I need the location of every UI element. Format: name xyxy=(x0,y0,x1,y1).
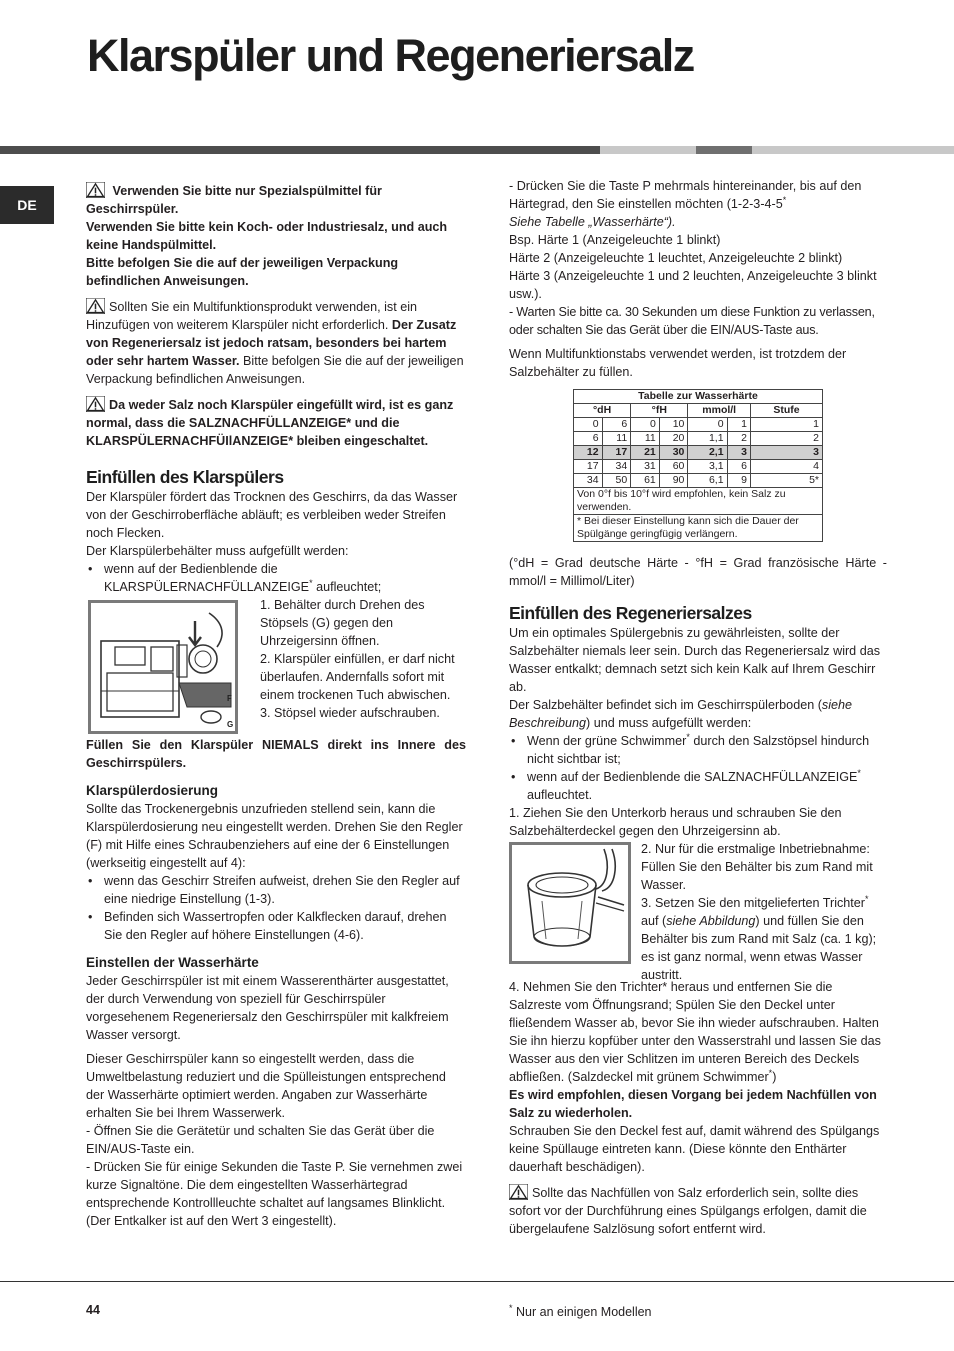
hardness-example-2: Härte 2 (Anzeigeleuchte 1 leuchtet, Anzeigeleuchte 2 blinkt) xyxy=(509,251,843,265)
table-row: 0 6 0 10 0 1 1 xyxy=(574,418,823,432)
heading-rinse-aid-dosage: Klarspülerdosierung xyxy=(86,783,219,798)
salt-steps: 2. Nur für die erstmalige Inbetriebnahme: Füllen Sie den Behälter bis zum Rand mit Wasser. 3. Setzen Sie den mitgelieferten Trichter* auf (siehe Abbildung) und füllen Sie den Behälter bis zum Rand mit Salz (ca. 1 kg); es ist ganz normal, wenn etwas Wasser austritt. xyxy=(641,842,877,982)
rinse-aid-never: Füllen Sie den Klarspüler NIEMALS direkt ins Innere des Geschirrspülers. xyxy=(86,738,466,770)
svg-text:G: G xyxy=(227,720,234,729)
table-row: 17 34 31 60 3,1 6 4 xyxy=(574,460,823,474)
salt-bullet-float: • Wenn der grüne Schwimmer* durch den Salzstöpsel hindurch nicht sichtbar ist; xyxy=(509,732,887,768)
table-header: °dH xyxy=(574,404,631,418)
header-bar-dark xyxy=(0,146,600,154)
warning-icon xyxy=(86,396,105,412)
table-row-default: 12 17 21 30 2,1 3 3 xyxy=(574,446,823,460)
header-bar-mid xyxy=(696,146,752,154)
left-column xyxy=(86,182,466,1230)
rinse-aid-dispenser-image xyxy=(88,600,238,734)
dosage-bullet-high: • Befinden sich Wassertropfen oder Kalkflecken darauf, drehen Sie den Regler auf höhere Einstellungen (4-6). xyxy=(86,908,466,944)
warning-multifunction: Sollten Sie ein Multifunktionsprodukt verwenden, ist ein Hinzufügen von weiterem Klarspüler nicht erforderlich. Der Zusatz von Regeneriersalz ist jedoch ratsam, besonders bei hartem oder sehr hartem Wasser. Bitte befolgen Sie die auf der jeweiligen Verpackung befindlichen Anweisungen. xyxy=(86,300,464,386)
salt-repeat-note: Es wird empfohlen, diesen Vorgang bei jedem Nachfüllen von Salz zu wiederholen. xyxy=(509,1088,877,1120)
salt-location: Der Salzbehälter befindet sich im Geschirrspülerboden (siehe Beschreibung) und muss aufgefüllt werden: xyxy=(509,698,853,730)
heading-rinse-aid: Einfüllen des Klarspülers xyxy=(86,467,284,487)
salt-step-1: 1. Ziehen Sie den Unterkorb heraus und schrauben Sie den Salzbehälterdeckel gegen den Uhrzeigersinn ab. xyxy=(509,806,842,838)
header-bar-light-end xyxy=(752,146,954,154)
svg-text:F: F xyxy=(227,694,232,703)
table-title: Tabelle zur Wasserhärte xyxy=(574,390,823,404)
footnote: * Nur an einigen Modellen xyxy=(509,1302,652,1319)
salt-screw-cap: Schrauben Sie den Deckel fest auf, damit während des Spülgangs keine Spüllauge eintreten kann. (Diese könnte den Enthärter dauerhaft beschädigen). xyxy=(509,1124,880,1174)
hardness-step-press: - Drücken Sie die Taste P mehrmals hintereinander, bis auf den Härtegrad, den Sie einstellen möchten (1-2-3-4-5* Siehe Tabelle „Wasserhärte“). xyxy=(509,179,862,229)
warning-icon xyxy=(509,1184,528,1200)
hardness-text-3: - Öffnen Sie die Gerätetür und schalten Sie das Gerät über die EIN/AUS-Taste ein. xyxy=(86,1124,435,1156)
header-bar-light xyxy=(600,146,696,154)
warning-icon xyxy=(86,182,105,198)
salt-steps-block xyxy=(509,840,887,982)
table-header: mmol/l xyxy=(688,404,751,418)
hardness-example-3: Härte 3 (Anzeigeleuchte 1 und 2 leuchten, Anzeigeleuchte 3 blinkt usw.). xyxy=(509,269,877,301)
rinse-aid-when: Der Klarspülerbehälter muss aufgefüllt werden: xyxy=(86,544,349,558)
rinse-aid-bullet: • wenn auf der Bedienblende die KLARSPÜLERNACHFÜLLANZEIGE* aufleuchtet; xyxy=(86,560,466,596)
multitab-note: Wenn Multifunktionstabs verwendet werden, ist trotzdem der Salzbehälter zu füllen. xyxy=(509,347,847,379)
salt-intro: Um ein optimales Spülergebnis zu gewährleisten, sollte der Salzbehälter niemals leer sein. Durch das Regeneriersalz wird das Wasser entkalkt; demnach setzt sich kein Kalk auf Ihrem Geschirr ab. xyxy=(509,626,880,694)
table-row: 6 11 11 20 1,1 2 2 xyxy=(574,432,823,446)
salt-bullet-indicator: • wenn auf der Bedienblende die SALZNACHFÜLLANZEIGE* aufleuchtet. xyxy=(509,768,887,804)
table-row: 34 50 61 90 6,1 9 5* xyxy=(574,474,823,488)
hardness-text-2: Dieser Geschirrspüler kann so eingestellt werden, dass die Umweltbelastung reduziert und die Spülleistungen entsprechend der Wasserhärte optimiert werden. Angaben zur Wasserhärte erhalten Sie bei Ihrem Wasserwerk. xyxy=(86,1052,446,1120)
dosage-text: Sollte das Trockenergebnis unzufrieden stellend sein, kann die Klarspülerdosierung neu eingestellt werden. Drehen Sie den Regler (F) mit Hilfe eines Schraubenziehers auf eine der 6 Einstellungen (werkseitig eingestellt auf 4): xyxy=(86,802,463,870)
warning-indicators: Da weder Salz noch Klarspüler eingefüllt wird, ist es ganz normal, dass die SALZNACHFÜLLANZEIGE* und die KLARSPÜLERNACHFÜIlANZEIGE* bleiben eingeschaltet. xyxy=(86,398,454,448)
rinse-aid-steps-block xyxy=(86,596,466,742)
salt-step-4: 4. Nehmen Sie den Trichter* heraus und entfernen Sie die Salzreste vom Öffnungsrand; Spülen Sie den Deckel unter fließendem Wasser ab, bevor Sie ihn wieder aufschrauben. Halten Sie ihn hierzu kopfüber unter den Wasserstrahl und lassen Sie das Wasser aus den vier Schlitzen im unteren Bereich des Deckels abfließen. (Salzdeckel mit grünem Schwimmer*) xyxy=(509,980,881,1084)
page-number: 44 xyxy=(86,1303,100,1317)
warning-salt-refill: Sollte das Nachfüllen von Salz erforderlich sein, sollte dies sofort vor der Durchführung eines Spülgangs erfolgen, damit die übergelaufene Salzlösung sofort entfernt wird. xyxy=(509,1186,867,1236)
table-note: Von 0°f bis 10°f wird empfohlen, kein Salz zu verwenden. xyxy=(574,488,823,515)
hardness-legend: (°dH = Grad deutsche Härte - °fH = Grad französische Härte - mmol/l = Millimol/Liter) xyxy=(509,556,887,588)
language-tab: DE xyxy=(0,186,54,224)
right-column xyxy=(509,177,887,1238)
warning-icon xyxy=(86,298,105,314)
footer-divider xyxy=(0,1281,954,1282)
table-header: Stufe xyxy=(751,404,823,418)
water-hardness-table xyxy=(573,389,823,542)
hardness-example-1: Bsp. Härte 1 (Anzeigeleuchte 1 blinkt) xyxy=(509,233,721,247)
hardness-text-4: - Drücken Sie für einige Sekunden die Taste P. Sie vernehmen zwei kurze Signaltöne. Die dem eingestellten Wasserhärtegrad entsprechende Kontrollleuchte schaltet auf langsames Blinklicht. (Der Entkalker ist auf den Wert 3 eingestellt). xyxy=(86,1160,463,1228)
rinse-aid-steps: 1. Behälter durch Drehen des Stöpsels (G) gegen den Uhrzeigersinn öffnen. 2. Klarspüler einfüllen, er darf nicht überlaufen. Andernfalls sofort mit einem trockenen Tuch abwischen. 3. Stöpsel wieder aufschrauben. xyxy=(260,598,455,720)
page-title: Klarspüler und Regeneriersalz xyxy=(87,30,694,81)
table-note: * Bei dieser Einstellung kann sich die Dauer der Spülgänge geringfügig verlängern. xyxy=(574,515,823,542)
table-header: °fH xyxy=(631,404,688,418)
hardness-wait: - Warten Sie bitte ca. 30 Sekunden um diese Funktion zu verlassen, oder schalten Sie das Gerät über die EIN/AUS-Taste aus. xyxy=(509,305,875,337)
heading-water-hardness: Einstellen der Wasserhärte xyxy=(86,955,259,970)
warning-detergent: Verwenden Sie bitte nur Spezialspülmittel für Geschirrspüler. Verwenden Sie bitte kein Koch- oder Industriesalz, und auch keine Handspülmittel. Bitte befolgen Sie die auf der jeweiligen Verpackung befindlichen Anweisungen. xyxy=(86,184,448,288)
salt-funnel-image xyxy=(509,842,631,964)
dosage-bullet-low: • wenn das Geschirr Streifen aufweist, drehen Sie den Regler auf eine niedrige Einstellung (1-3). xyxy=(86,872,466,908)
heading-salt: Einfüllen des Regeneriersalzes xyxy=(509,603,752,623)
hardness-text-1: Jeder Geschirrspüler ist mit einem Wasserenthärter ausgestattet, der durch Verwendung von speziell für Geschirrspüler vorgesehenem Regeneriersalz den Geschirrspüler mit kalkfreiem Wasser versorgt. xyxy=(86,974,449,1042)
rinse-aid-intro: Der Klarspüler fördert das Trocknen des Geschirrs, da das Wasser von der Geschirroberfläche abläuft; es verbleiben weder Streifen noch Flecken. xyxy=(86,490,458,540)
